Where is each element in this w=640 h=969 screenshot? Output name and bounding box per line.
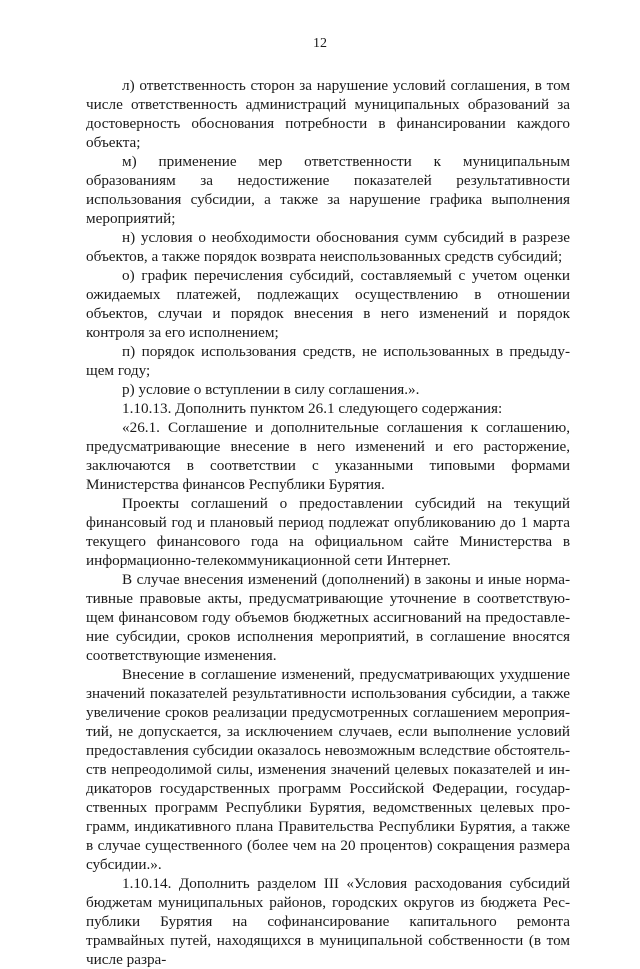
paragraph-amendments: В случае внесения изменений (дополнений) в законы и иные нормативные правовые акты, предусматривающие уточнение в соответствующем финансовом году объемов бюджетных ассигнований на предоставление субсидии, сроков исполнения мероприятий, в соглашение вносятся соответствующие изменения.: [86, 571, 570, 664]
paragraph-26-1: «26.1. Соглашение и дополнительные соглашения к соглашению, предусматривающие внесение в него изменений и его расторжение, заключаются в соответствии с указанными типовыми формами Министерства финансов Республики Бурятия.: [86, 419, 570, 493]
paragraph-o: о) график перечисления субсидий, составляемый с учетом оценки ожидаемых платежей, подлежащих осуществлению в отношении объектов, случаи и порядок внесения в него изменений и порядок контроля за его исполнением;: [86, 267, 570, 341]
paragraph-l: л) ответственность сторон за нарушение условий соглашения, в том числе ответственность администраций муниципальных образований за достоверность обоснования потребности в финансировании каждого объекта;: [86, 77, 570, 151]
paragraph-r: р) условие о вступлении в силу соглашения.».: [122, 381, 420, 398]
paragraph-p: п) порядок использования средств, не использованных в предыдущем году;: [86, 343, 570, 379]
paragraph-1-10-14: 1.10.14. Дополнить разделом III «Условия расходования субсидий бюджетам муниципальных районов, городских округов из бюджета Республики Бурятия на софинансирование капитального ремонта трамвайных путей, находящихся в муниципальной собственности (в том числе разра-: [86, 875, 570, 968]
paragraph-m: м) применение мер ответственности к муниципальным образованиям за недостижение показателей результативности использования субсидии, а также за нарушение графика выполнения мероприятий;: [86, 153, 570, 227]
document-body: [86, 76, 570, 969]
paragraph-1-10-13: 1.10.13. Дополнить пунктом 26.1 следующего содержания:: [122, 400, 503, 417]
paragraph-deterioration: Внесение в соглашение изменений, предусматривающих ухудшение значений показателей результативности использования субсидии, а также увеличение сроков реализации предусмотренных соглашением мероприятий, не допускается, за исключением случаев, если выполнение условий предоставления субсидии оказалось невозможным вследствие обстоятельств непреодолимой силы, изменения значений целевых показателей и индикаторов государственных программ Российской Федерации, государственных программ Республики Бурятия, ведомственных целевых программ, индикативного плана Правительства Республики Бурятия, а также в случае существенного (более чем на 20 процентов) сокращения размера субсидии.».: [86, 666, 570, 873]
paragraph-draft-agreements: Проекты соглашений о предоставлении субсидий на текущий финансовый год и плановый период подлежат опубликованию до 1 марта текущего финансового года на официальном сайте Министерства в информационно-телекоммуникационной сети Интернет.: [86, 495, 570, 569]
paragraph-n: н) условия о необходимости обоснования сумм субсидий в разрезе объектов, а также порядок возврата неиспользованных средств субсидий;: [86, 229, 570, 265]
page-number: 12: [313, 36, 327, 51]
